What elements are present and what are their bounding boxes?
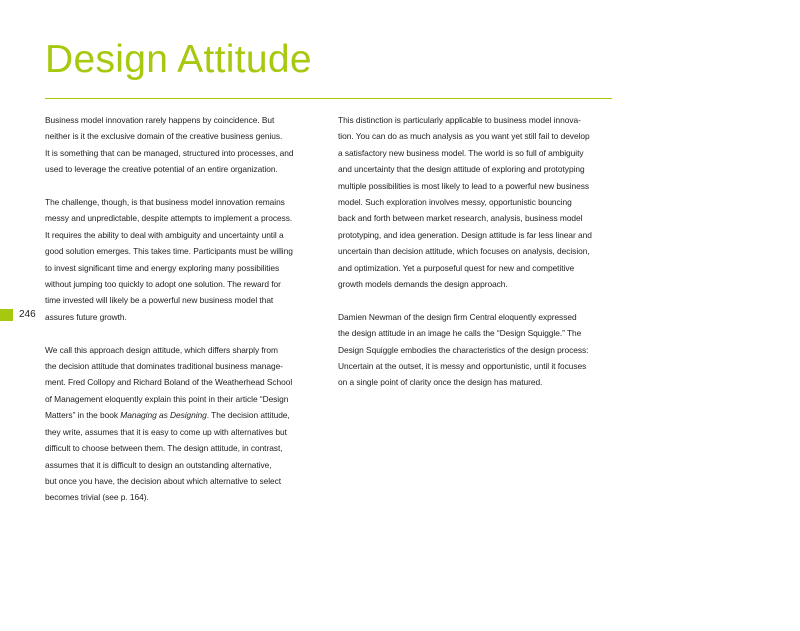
text-line: messy and unpredictable, despite attempts to implement a process.: [45, 213, 293, 224]
text-line: assures future growth.: [45, 311, 127, 322]
text-line: It requires the ability to deal with ambiguity and uncertainty until a: [45, 229, 284, 240]
text-line: on a single point of clarity once the design has matured.: [338, 377, 543, 388]
text-line: of Management eloquently explain this point in their article “Design: [45, 393, 289, 404]
text-line: to invest significant time and energy exploring many possibilities: [45, 262, 280, 273]
paragraph: [338, 309, 614, 391]
paragraph: [338, 112, 614, 292]
right-column: [338, 112, 614, 407]
page-marker-bar: [0, 309, 13, 321]
text-line: model. Such exploration involves messy, opportunistic bouncing: [338, 197, 572, 208]
page-number: 246: [19, 309, 36, 320]
text-line: Design Squiggle embodies the characteristics of the design process:: [338, 344, 589, 355]
text-segment: . The decision attitude,: [206, 410, 290, 421]
text-line: neither is it the exclusive domain of the creative business genius.: [45, 131, 283, 142]
text-line: [45, 407, 320, 423]
book-title: Managing as Designing: [120, 410, 207, 421]
text-line: We call this approach design attitude, which differs sharply from: [45, 344, 278, 355]
text-line: Uncertain at the outset, it is messy and opportunistic, until it focuses: [338, 361, 587, 372]
text-line: assumes that it is difficult to design an outstanding alternative,: [45, 459, 272, 470]
text-line: the design attitude in an image he calls the “Design Squiggle.” The: [338, 328, 582, 339]
text-line: a satisfactory new business model. The world is so full of ambiguity: [338, 147, 584, 158]
text-line: multiple possibilities is most likely to lead to a powerful new business: [338, 180, 590, 191]
text-line: growth models demands the design approach.: [338, 279, 508, 290]
text-line: This distinction is particularly applicable to business model innova-: [338, 115, 581, 125]
text-line: good solution emerges. This takes time. Participants must be willing: [45, 246, 293, 257]
text-line: becomes trivial (see p. 164).: [45, 492, 149, 503]
text-line: The challenge, though, is that business model innovation remains: [45, 197, 285, 208]
text-line: difficult to choose between them. The design attitude, in contrast,: [45, 443, 283, 454]
text-line: It is something that can be managed, structured into processes, and: [45, 147, 294, 158]
text-line: Business model innovation rarely happens by coincidence. But: [45, 115, 275, 125]
text-line: time invested will likely be a powerful new business model that: [45, 295, 274, 306]
page-title: Design Attitude: [45, 38, 312, 81]
paragraph: [45, 194, 320, 325]
text-line: uncertain than decision attitude, which focuses on analysis, decision,: [338, 246, 590, 257]
text-line: back and forth between market research, analysis, business model: [338, 213, 583, 224]
title-rule: [45, 98, 612, 99]
paragraph: [45, 342, 320, 506]
text-segment: Matters” in the book: [45, 410, 121, 421]
text-line: used to leverage the creative potential of an entire organization.: [45, 164, 278, 175]
paragraph: [45, 112, 320, 178]
text-line: tion. You can do as much analysis as you want yet still fail to develop: [338, 131, 590, 142]
text-line: and optimization. Yet a purposeful quest for new and competitive: [338, 262, 575, 273]
text-line: without jumping too quickly to adopt one solution. The reward for: [45, 279, 281, 290]
left-column: [45, 112, 320, 522]
text-line: and uncertainty that the design attitude of exploring and prototyping: [338, 164, 585, 175]
text-line: ment. Fred Collopy and Richard Boland of the Weatherhead School: [45, 377, 293, 388]
text-line: prototyping, and idea generation. Design attitude is far less linear and: [338, 229, 592, 240]
text-line: the decision attitude that dominates traditional business manage-: [45, 361, 283, 372]
text-line: but once you have, the decision about which alternative to select: [45, 475, 282, 486]
text-line: they write, assumes that it is easy to come up with alternatives but: [45, 426, 287, 437]
text-line: Damien Newman of the design firm Central eloquently expressed: [338, 311, 577, 322]
